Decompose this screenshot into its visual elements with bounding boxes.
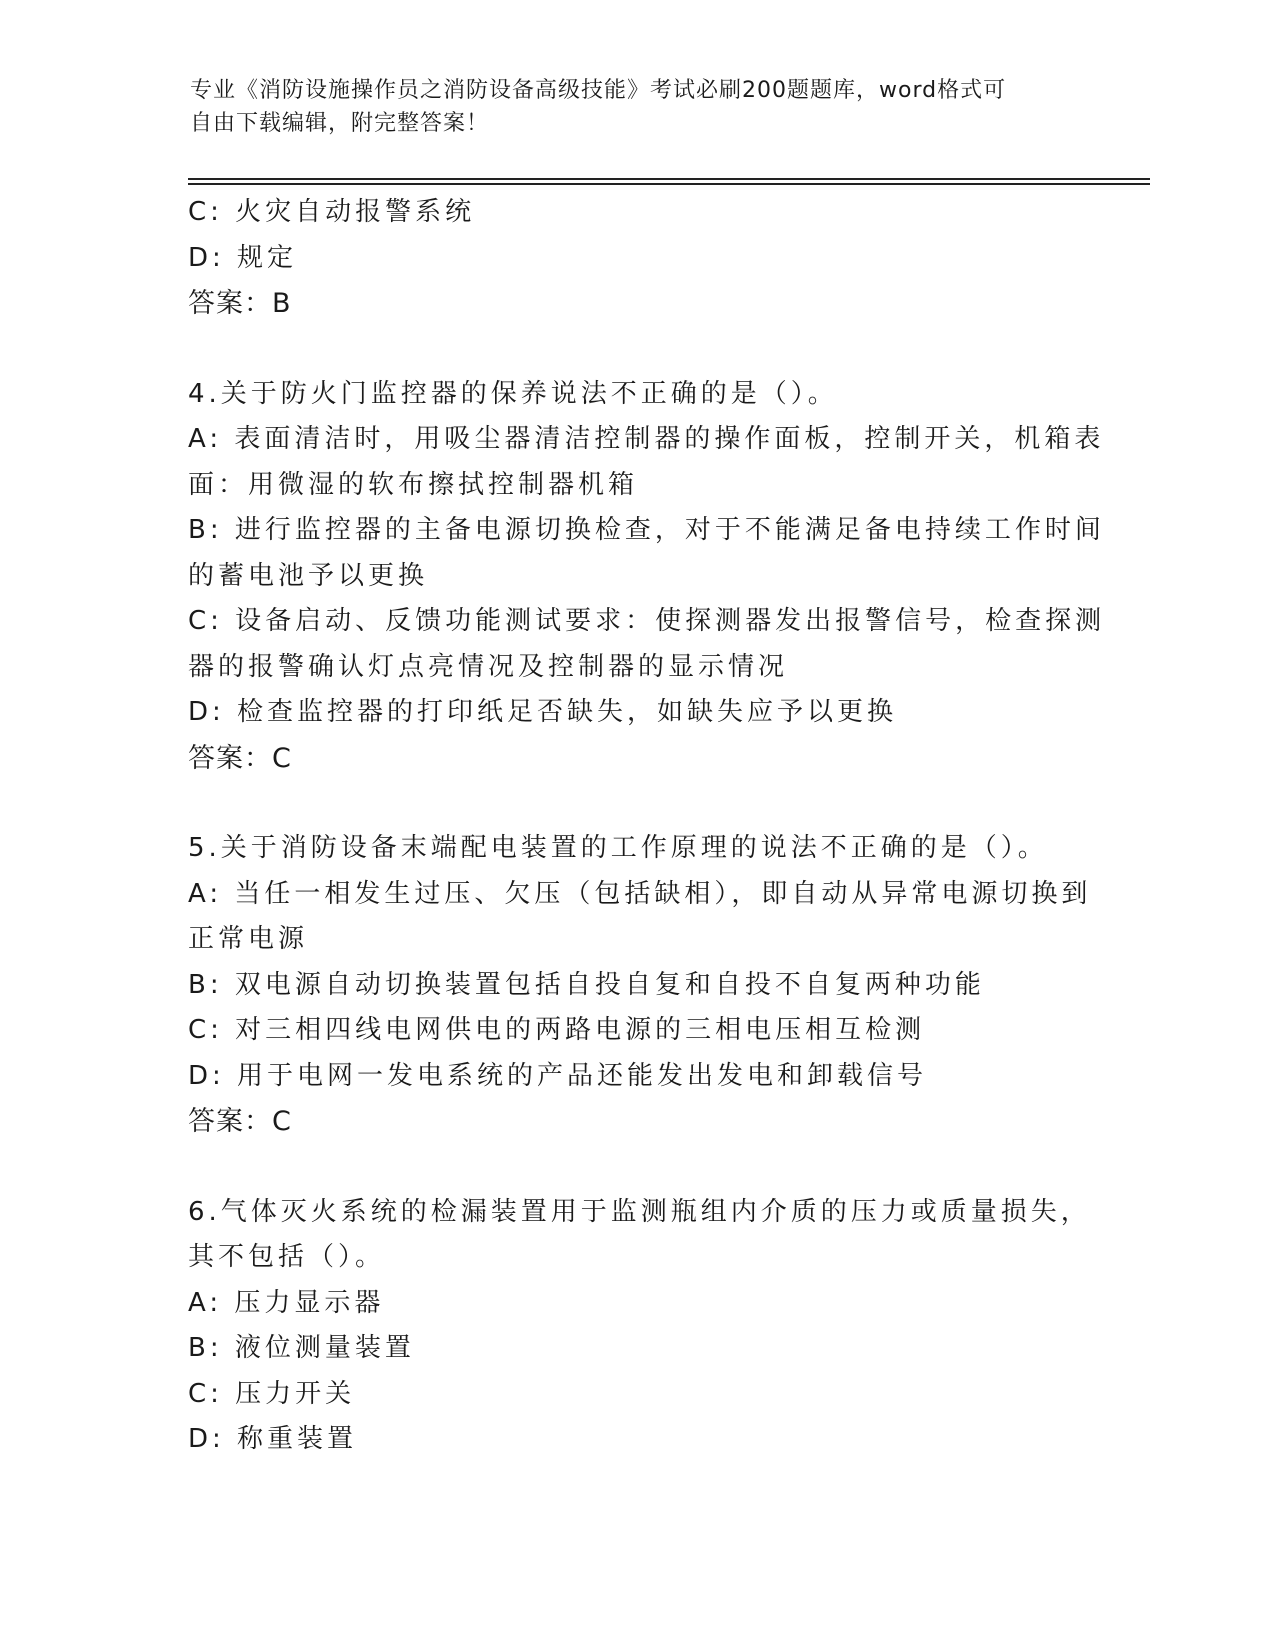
header-line-2: 自由下载编辑，附完整答案！: [190, 111, 490, 136]
document-header: [190, 74, 1090, 140]
option-line: D: 检查监控器的打印纸足否缺失，如缺失应予以更换: [188, 697, 898, 727]
option-line: C: 压力开关: [188, 1378, 356, 1409]
option-line: 器的报警确认灯点亮情况及控制器的显示情况: [188, 651, 789, 682]
option-line: C: 火灾自动报警系统: [188, 197, 476, 227]
answer-line: 答案：C: [188, 1106, 292, 1137]
option-line: B: 液位测量装置: [188, 1333, 415, 1363]
option-line: C: 对三相四线电网供电的两路电源的三相电压相互检测: [188, 1015, 926, 1045]
question-stem: 4.关于防火门监控器的保养说法不正确的是（）。: [188, 378, 838, 409]
option-line: A: 表面清洁时，用吸尘器清洁控制器的操作面板，控制开关，机箱表: [188, 424, 1105, 454]
document-body: [188, 190, 1106, 1463]
option-line: B: 进行监控器的主备电源切换检查，对于不能满足备电持续工作时间: [188, 515, 1105, 545]
option-line: D: 称重装置: [188, 1424, 358, 1454]
header-divider-top: [188, 178, 1150, 180]
question-stem: 5.关于消防设备末端配电装置的工作原理的说法不正确的是（）。: [188, 833, 1048, 863]
option-line: A: 压力显示器: [188, 1287, 385, 1318]
answer-line: 答案：C: [188, 742, 292, 774]
option-line: C: 设备启动、反馈功能测试要求：使探测器发出报警信号，检查探测: [188, 606, 1106, 636]
option-line: 面：用微湿的软布擦拭控制器机箱: [188, 469, 639, 500]
question-stem: 6.气体灭火系统的检漏装置用于监测瓶组内介质的压力或质量损失，: [188, 1196, 1091, 1227]
header-line-1: 专业《消防设施操作员之消防设备高级技能》考试必刷200题题库，word格式可: [190, 78, 1007, 103]
option-line: D: 用于电网一发电系统的产品还能发出发电和卸载信号: [188, 1060, 928, 1091]
option-line: 的蓄电池予以更换: [188, 560, 429, 591]
option-line: A: 当任一相发生过压、欠压（包括缺相），即自动从异常电源切换到: [188, 878, 1092, 909]
option-line: 正常电源: [188, 924, 309, 954]
option-line: D: 规定: [188, 242, 298, 273]
answer-line: 答案：B: [188, 288, 292, 319]
option-line: B: 双电源自动切换装置包括自投自复和自投不自复两种功能: [188, 969, 985, 1000]
question-stem-continued: 其不包括（）。: [188, 1242, 386, 1272]
header-divider-bottom: [188, 183, 1150, 185]
